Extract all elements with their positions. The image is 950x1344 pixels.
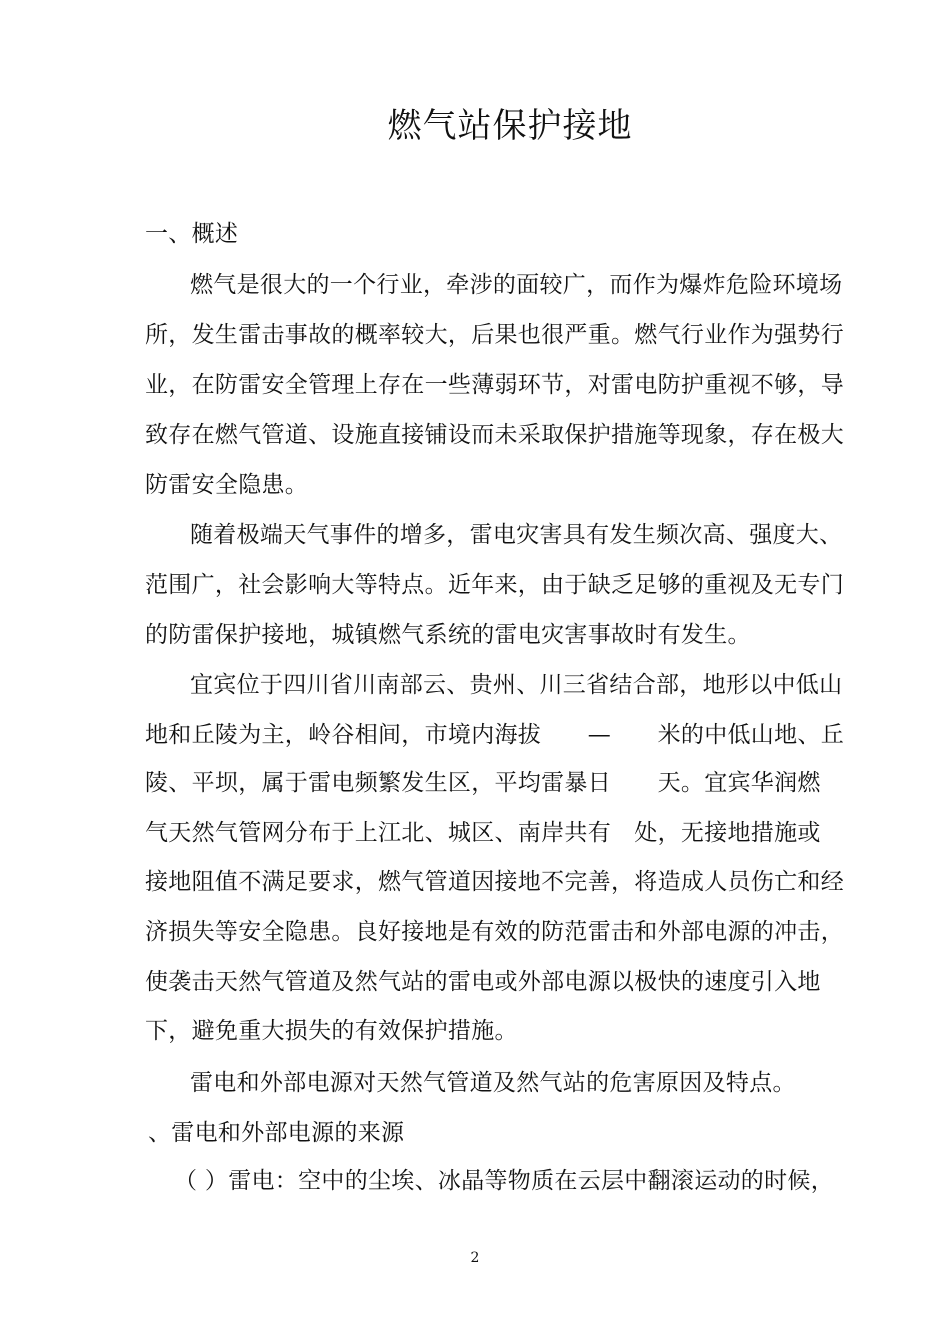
document-title: 燃气站保护接地: [387, 106, 633, 146]
paragraph-line: 范围广，社会影响大等特点。近年来，由于缺乏足够的重视及无专门: [145, 572, 844, 598]
paragraph-line: 致存在燃气管道、设施直接铺设而未采取保护措施等现象，存在极大: [145, 422, 844, 448]
paragraph-line: 的防雷保护接地，城镇燃气系统的雷电灾害事故时有发生。: [145, 622, 751, 648]
section-heading: 一、概述: [145, 221, 239, 247]
paragraph-line: 业，在防雷安全管理上存在一些薄弱环节，对雷电防护重视不够，导: [145, 372, 844, 398]
page-number: 2: [470, 1250, 480, 1266]
paragraph-line: 燃气是很大的一个行业，牵涉的面较广，而作为爆炸危险环境场: [190, 272, 843, 298]
paragraph-line: 雷电和外部电源对天然气管道及然气站的危害原因及特点。: [190, 1070, 796, 1096]
paragraph-line: 随着极端天气事件的增多，雷电灾害具有发生频次高、强度大、: [190, 522, 843, 548]
paragraph-line: 下，避免重大损失的有效保护措施。: [145, 1018, 518, 1044]
paragraph-line: 接地阻值不满足要求，燃气管道因接地不完善，将造成人员伤亡和经: [145, 869, 844, 895]
paragraph-line: 防雷安全隐患。: [145, 472, 309, 498]
paragraph-line: （ ）雷电：空中的尘埃、冰晶等物质在云层中翻滚运动的时候，: [174, 1168, 835, 1194]
paragraph-line: 宜宾位于四川省川南部云、贵州、川三省结合部，地形以中低山: [190, 672, 843, 698]
paragraph-line: 气天然气管网分布于上江北、城区、南岸共有 处，无接地措施或: [145, 820, 821, 846]
paragraph-line: 陵、平坝，属于雷电频繁发生区，平均雷暴日 天。宜宾华润燃: [145, 770, 821, 796]
paragraph-line: 济损失等安全隐患。良好接地是有效的防范雷击和外部电源的冲击，: [145, 919, 844, 945]
paragraph-line: 使袭击天然气管道及然气站的雷电或外部电源以极快的速度引入地: [145, 969, 821, 995]
subsection-heading: 、雷电和外部电源的来源: [148, 1120, 405, 1146]
paragraph-line: 所，发生雷击事故的概率较大，后果也很严重。燃气行业作为强势行: [145, 322, 844, 348]
paragraph-line: 地和丘陵为主，岭谷相间，市境内海拔 — 米的中低山地、丘: [145, 722, 844, 748]
